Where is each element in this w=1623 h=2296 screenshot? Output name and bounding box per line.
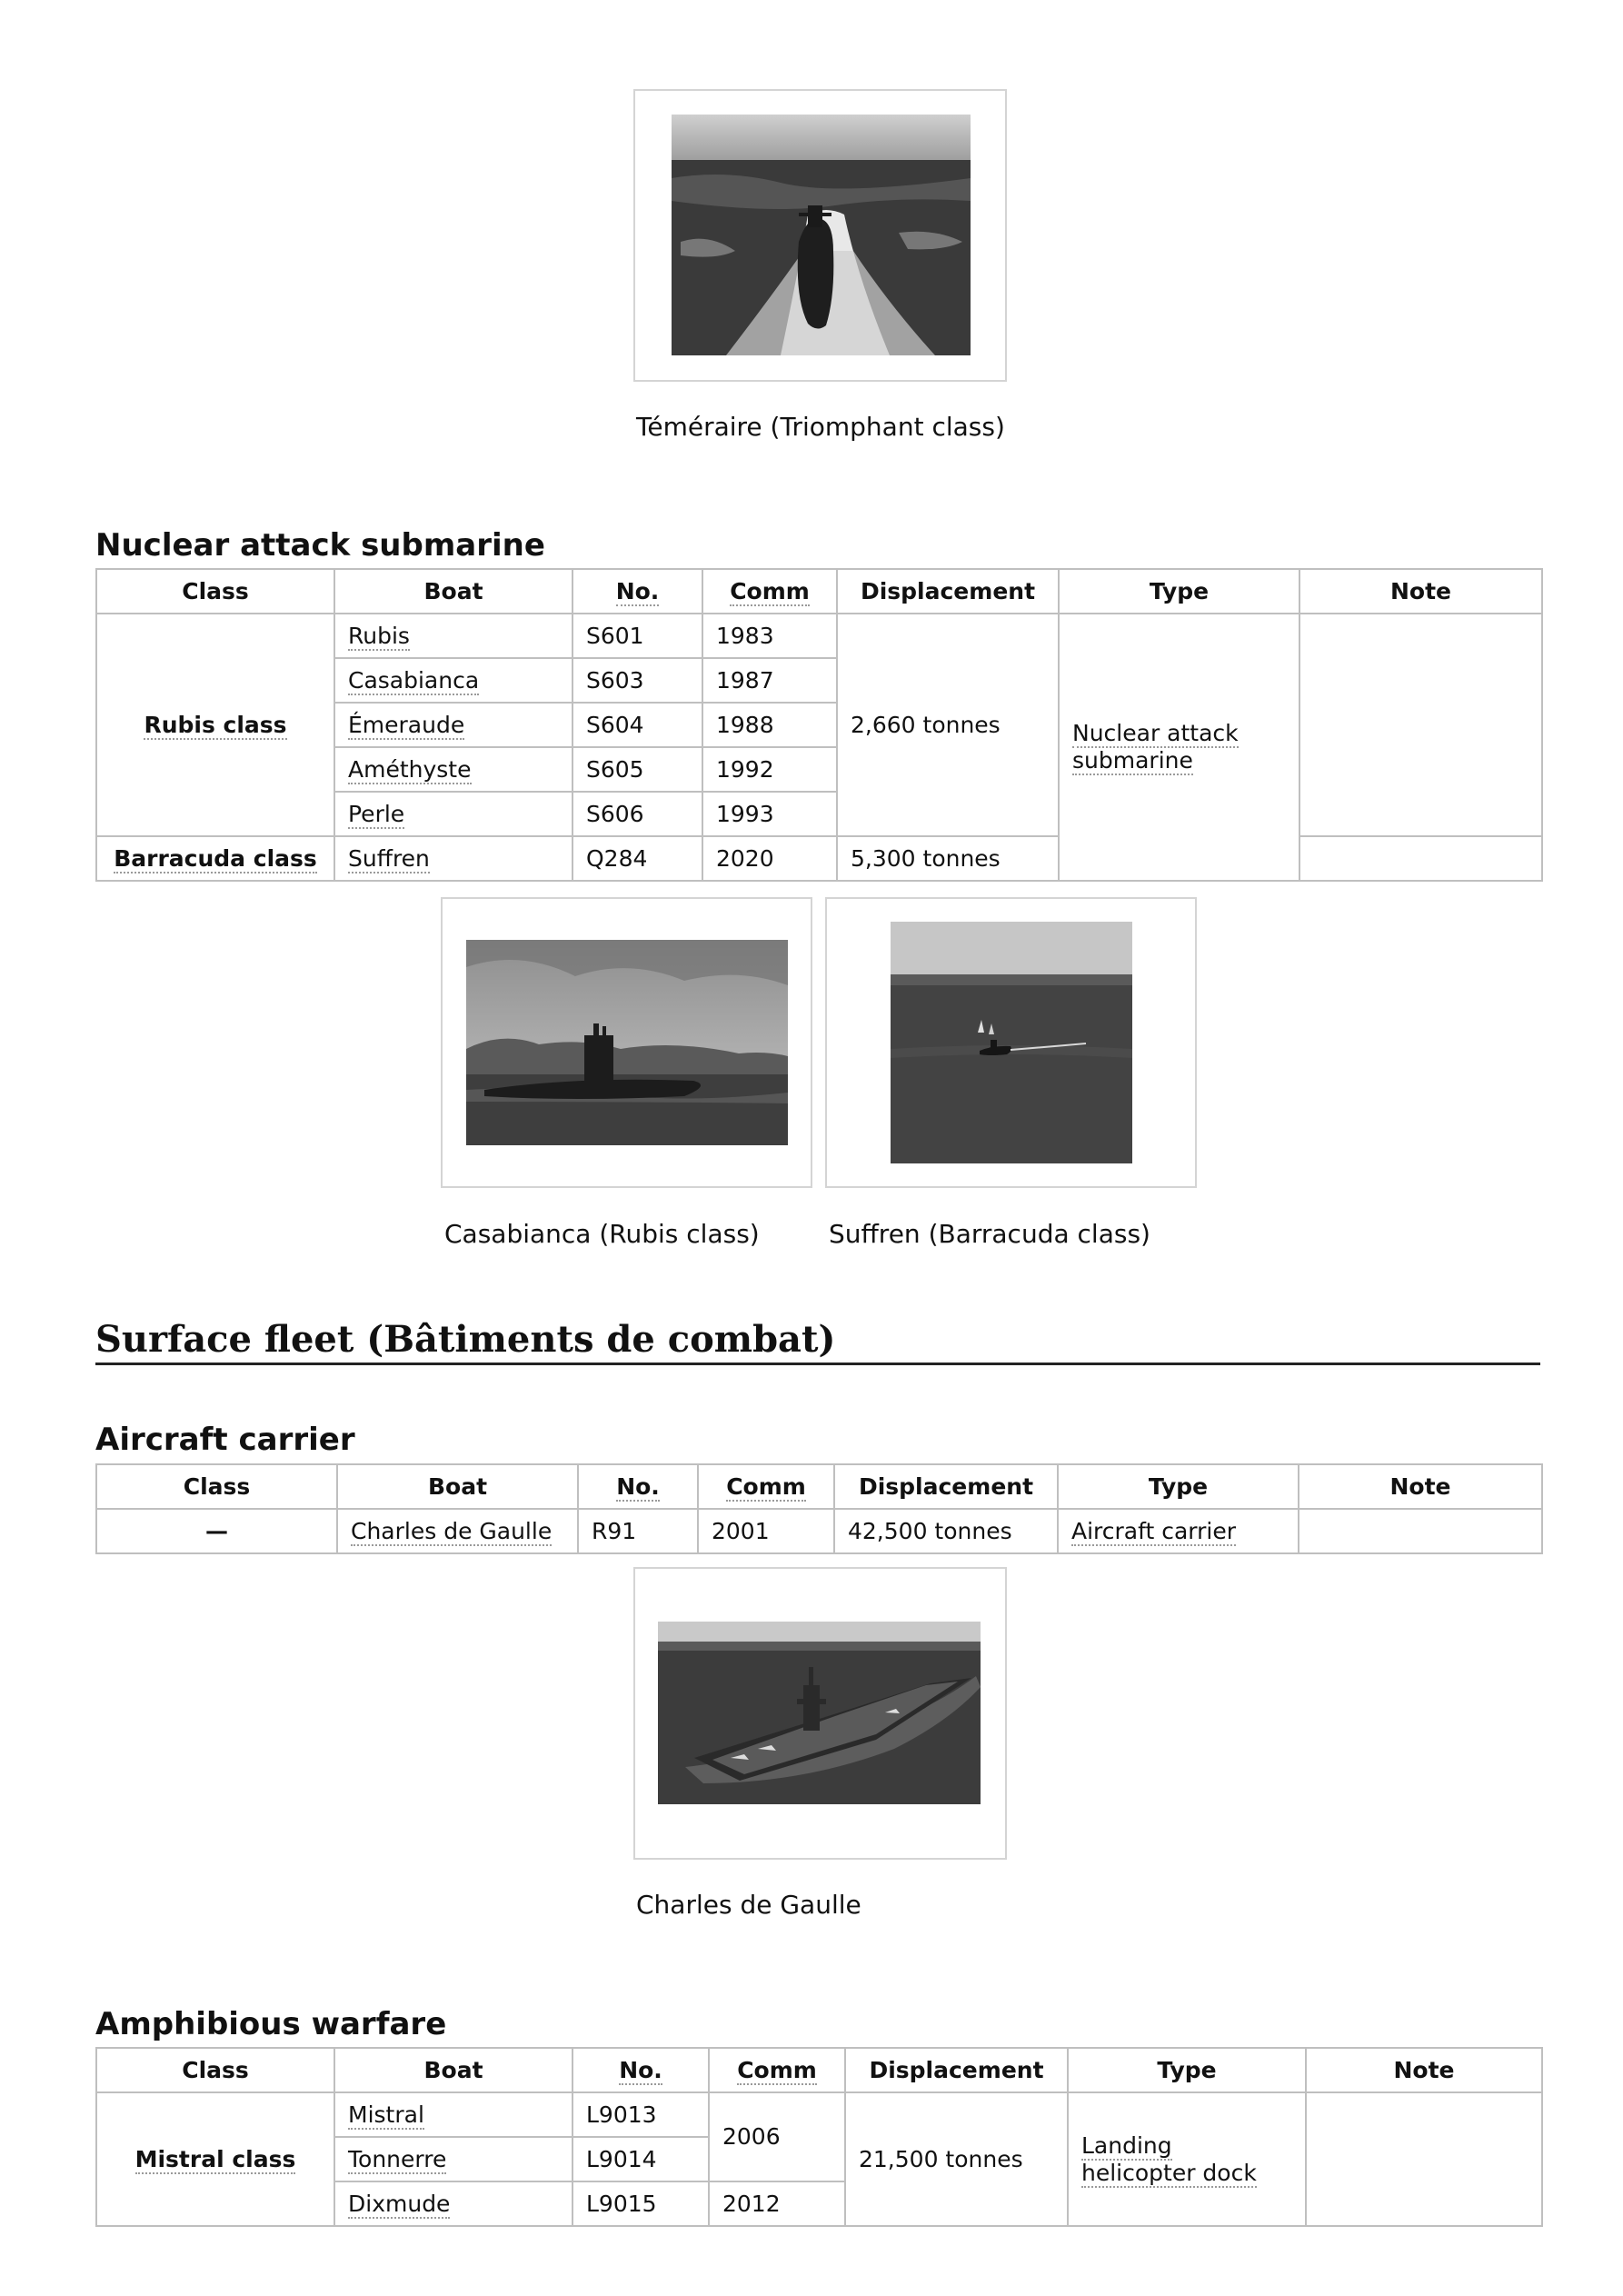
col-no-link[interactable]: No.: [615, 577, 660, 604]
col-boat-header: Boat: [334, 2048, 573, 2092]
temeraire-caption: Téméraire (Triomphant class): [636, 412, 1005, 442]
col-comm-link[interactable]: Comm: [737, 2056, 817, 2083]
col-comm-link[interactable]: Comm: [726, 1472, 806, 1500]
boat-link-mistral[interactable]: Mistral: [348, 2101, 424, 2128]
col-displacement-header: Displacement: [837, 569, 1059, 614]
ssn-heading: Nuclear attack submarine: [95, 527, 545, 564]
boat-cell[interactable]: [334, 614, 573, 658]
col-type-header: Type: [1059, 569, 1299, 614]
ssn-table: [95, 568, 1543, 882]
comm-cell: 2006: [709, 2092, 845, 2181]
col-displacement-header: Displacement: [834, 1464, 1058, 1509]
col-no-header[interactable]: [573, 569, 702, 614]
comm-cell: 2001: [698, 1509, 834, 1553]
col-type-header: Type: [1058, 1464, 1299, 1509]
carrier-header-row: [96, 1464, 1542, 1509]
boat-cell[interactable]: [334, 792, 573, 836]
amphibious-header-row: [96, 2048, 1542, 2092]
mistral-class-link[interactable]: Mistral class: [134, 2145, 296, 2172]
pennant-cell: S601: [573, 614, 702, 658]
ssn-type-link[interactable]: Nuclear attack submarine: [1072, 720, 1239, 774]
displacement-cell: 21,500 tonnes: [845, 2092, 1068, 2226]
boat-link-amethyste[interactable]: Améthyste: [348, 755, 472, 783]
ssn-header-row: [96, 569, 1542, 614]
pennant-cell: L9015: [573, 2181, 709, 2226]
barracuda-note-cell: [1299, 836, 1542, 881]
note-cell: [1299, 1509, 1542, 1553]
boat-cell[interactable]: [334, 2092, 573, 2137]
table-row: [96, 614, 1542, 658]
rubis-displacement-cell: 2,660 tonnes: [837, 614, 1059, 836]
boat-link-casabianca[interactable]: Casabianca: [348, 666, 480, 694]
boat-cell[interactable]: [334, 658, 573, 703]
col-boat-header: Boat: [334, 569, 573, 614]
col-displacement-header: Displacement: [845, 2048, 1068, 2092]
charles-de-gaulle-photo[interactable]: [658, 1622, 981, 1804]
col-comm-header[interactable]: [709, 2048, 845, 2092]
displacement-cell: 42,500 tonnes: [834, 1509, 1058, 1553]
col-note-header: Note: [1299, 569, 1542, 614]
pennant-cell: L9013: [573, 2092, 709, 2137]
amphibious-heading: Amphibious warfare: [95, 2006, 447, 2042]
col-boat-header: Boat: [337, 1464, 578, 1509]
casabianca-photo[interactable]: [466, 940, 788, 1145]
comm-cell: 2012: [709, 2181, 845, 2226]
table-row: [96, 1509, 1542, 1553]
boat-cell[interactable]: [334, 703, 573, 747]
rubis-class-link[interactable]: Rubis class: [144, 711, 287, 738]
barracuda-displacement-cell: 5,300 tonnes: [837, 836, 1059, 881]
col-no-link[interactable]: No.: [616, 1472, 660, 1500]
col-class-header: Class: [96, 1464, 337, 1509]
boat-cell[interactable]: [334, 747, 573, 792]
ssn-type-cell[interactable]: [1059, 614, 1299, 881]
surface-fleet-heading: Surface fleet (Bâtiments de combat): [95, 1318, 1540, 1365]
carrier-table: [95, 1463, 1543, 1554]
pennant-cell: S603: [573, 658, 702, 703]
suffren-photo[interactable]: [891, 922, 1132, 1163]
col-type-header: Type: [1068, 2048, 1306, 2092]
col-no-link[interactable]: No.: [619, 2056, 662, 2083]
type-cell[interactable]: [1058, 1509, 1299, 1553]
comm-cell: 1983: [702, 614, 837, 658]
type-cell[interactable]: [1068, 2092, 1306, 2226]
suffren-caption: Suffren (Barracuda class): [829, 1219, 1150, 1249]
pennant-cell: S604: [573, 703, 702, 747]
boat-cell[interactable]: [334, 2181, 573, 2226]
boat-cell[interactable]: [334, 2137, 573, 2181]
carrier-heading: Aircraft carrier: [95, 1422, 355, 1458]
pennant-cell: Q284: [573, 836, 702, 881]
carrier-class-cell: —: [96, 1509, 337, 1553]
boat-link-suffren[interactable]: Suffren: [348, 844, 430, 872]
comm-cell: 2020: [702, 836, 837, 881]
col-comm-header[interactable]: [698, 1464, 834, 1509]
boat-link-emeraude[interactable]: Émeraude: [348, 711, 465, 738]
note-cell: [1306, 2092, 1542, 2226]
comm-cell: 1987: [702, 658, 837, 703]
col-comm-header[interactable]: [702, 569, 837, 614]
pennant-cell: S605: [573, 747, 702, 792]
temeraire-photo[interactable]: [672, 115, 971, 355]
boat-link-rubis[interactable]: Rubis: [348, 622, 410, 649]
boat-link-charles-de-gaulle[interactable]: Charles de Gaulle: [351, 1517, 553, 1544]
charles-caption: Charles de Gaulle: [636, 1890, 861, 1920]
table-row: [96, 836, 1542, 881]
casabianca-caption: Casabianca (Rubis class): [444, 1219, 760, 1249]
table-row: [96, 2092, 1542, 2137]
barracuda-class-cell[interactable]: [96, 836, 334, 881]
carrier-type-link[interactable]: Aircraft carrier: [1071, 1517, 1237, 1544]
rubis-class-cell[interactable]: [96, 614, 334, 836]
col-note-header: Note: [1306, 2048, 1542, 2092]
barracuda-class-link[interactable]: Barracuda class: [114, 844, 317, 872]
boat-link-perle[interactable]: Perle: [348, 800, 405, 827]
comm-cell: 1988: [702, 703, 837, 747]
boat-link-dixmude[interactable]: Dixmude: [348, 2190, 451, 2217]
comm-cell: 1992: [702, 747, 837, 792]
boat-cell[interactable]: [334, 836, 573, 881]
mistral-class-cell[interactable]: [96, 2092, 334, 2226]
comm-cell: 1993: [702, 792, 837, 836]
col-note-header: Note: [1299, 1464, 1542, 1509]
col-class-header: Class: [96, 569, 334, 614]
col-no-header[interactable]: [573, 2048, 709, 2092]
amphib-type-link[interactable]: Landing helicopter dock: [1081, 2131, 1257, 2186]
boat-link-tonnerre[interactable]: Tonnerre: [348, 2145, 447, 2172]
col-comm-link[interactable]: Comm: [730, 577, 810, 604]
col-no-header[interactable]: [578, 1464, 698, 1509]
pennant-cell: S606: [573, 792, 702, 836]
col-class-header: Class: [96, 2048, 334, 2092]
boat-cell[interactable]: [337, 1509, 578, 1553]
amphibious-table: [95, 2047, 1543, 2227]
rubis-note-cell: [1299, 614, 1542, 836]
pennant-cell: L9014: [573, 2137, 709, 2181]
pennant-cell: R91: [578, 1509, 698, 1553]
